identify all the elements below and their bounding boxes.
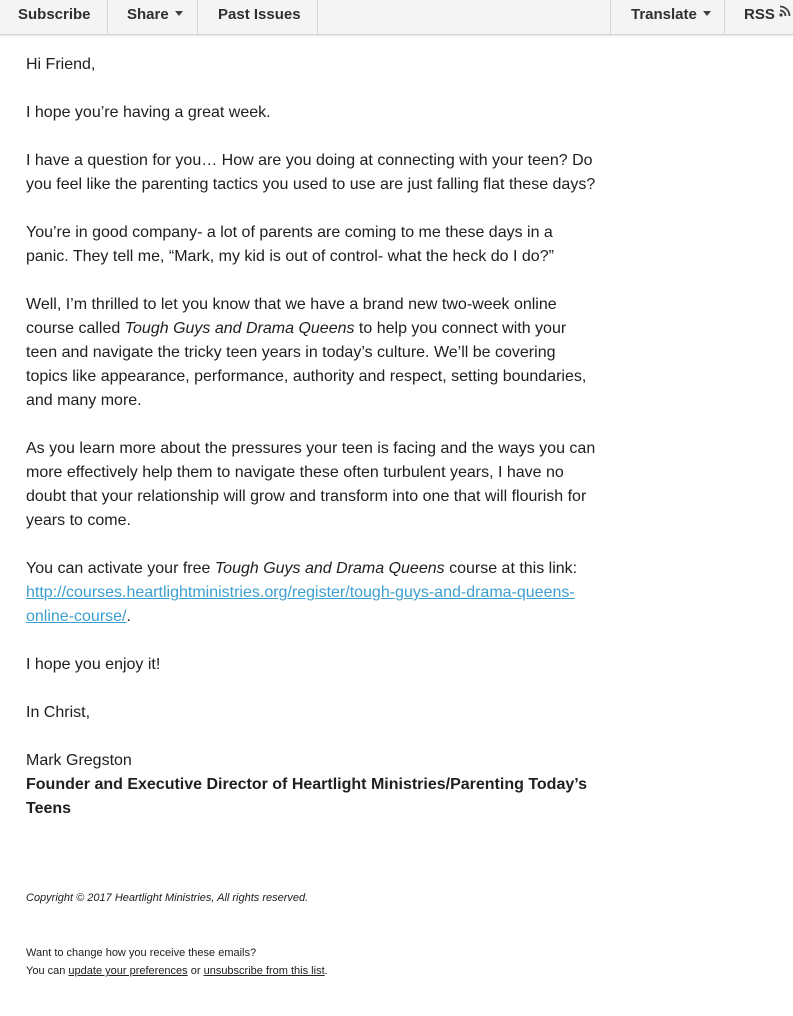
link-period: .: [126, 608, 131, 625]
subscribe-label: Subscribe: [18, 6, 91, 23]
closing: In Christ,: [26, 704, 91, 721]
past-issues-label: Past Issues: [218, 6, 301, 23]
update-preferences-link[interactable]: update your preferences: [68, 965, 188, 977]
paragraph-6-start: You can activate your free: [26, 560, 215, 577]
chevron-down-icon: [703, 11, 711, 16]
paragraph-1: I hope you’re having a great week.: [26, 104, 271, 121]
email-footer: [26, 890, 626, 980]
course-title: Tough Guys and Drama Queens: [124, 320, 355, 337]
change-question: Want to change how you receive these emails?: [26, 947, 257, 959]
paragraph-5: As you learn more about the pressures your teen is facing and the ways you can more effectively help them to navigate these often turbulent years, I have no doubt that your relationship will grow and transform into one that will flourish for years to come.: [26, 440, 596, 529]
or-text: or: [187, 965, 204, 977]
archive-toolbar: [0, 0, 793, 35]
copyright-text: Copyright © 2017 Heartlight Ministries, All rights reserved.: [26, 892, 309, 904]
past-issues-button[interactable]: [198, 0, 318, 35]
rss-icon: [779, 0, 791, 28]
course-link[interactable]: http://courses.heartlightministries.org/register/tough-guys-and-drama-queens-online-course/: [26, 584, 575, 625]
paragraph-2: I have a question for you… How are you doing at connecting with your teen? Do you feel like the parenting tactics you used to use are just falling flat these days?: [26, 152, 596, 193]
paragraph-4-start: Well, I’m thrilled to let you know that we have a brand new two-week online course called: [26, 296, 557, 337]
rss-button[interactable]: [725, 0, 793, 35]
chevron-down-icon: [175, 11, 183, 16]
greeting: Hi Friend,: [26, 56, 96, 73]
paragraph-6-end: course at this link:: [444, 560, 578, 577]
paragraph-7: I hope you enjoy it!: [26, 656, 161, 673]
signer-title: Founder and Executive Director of Heartlight Ministries/Parenting Today’s Teens: [26, 776, 587, 817]
paragraph-4-end: to help you connect with your teen and navigate the tricky teen years in today’s culture. We’ll be covering topics like appearance, performance, authority and respect, setting boundaries, and many more.: [26, 320, 587, 409]
paragraph-6: [26, 557, 596, 629]
end-period: .: [324, 965, 328, 977]
you-can-text: You can: [26, 965, 69, 977]
rss-label: RSS: [744, 6, 775, 23]
course-title: Tough Guys and Drama Queens: [214, 560, 445, 577]
unsubscribe-link[interactable]: unsubscribe from this list: [203, 965, 325, 977]
translate-label: Translate: [631, 6, 697, 23]
signer-name: Mark Gregston: [26, 752, 132, 769]
preferences-text: [26, 944, 626, 980]
email-body: [26, 53, 596, 845]
paragraph-4: [26, 293, 596, 413]
share-dropdown[interactable]: [108, 0, 198, 35]
share-label: Share: [127, 6, 169, 23]
translate-dropdown[interactable]: [610, 0, 725, 35]
subscribe-button[interactable]: [0, 0, 108, 35]
paragraph-3: You’re in good company- a lot of parents are coming to me these days in a panic. They tell me, “Mark, my kid is out of control- what the heck do I do?”: [26, 224, 554, 265]
